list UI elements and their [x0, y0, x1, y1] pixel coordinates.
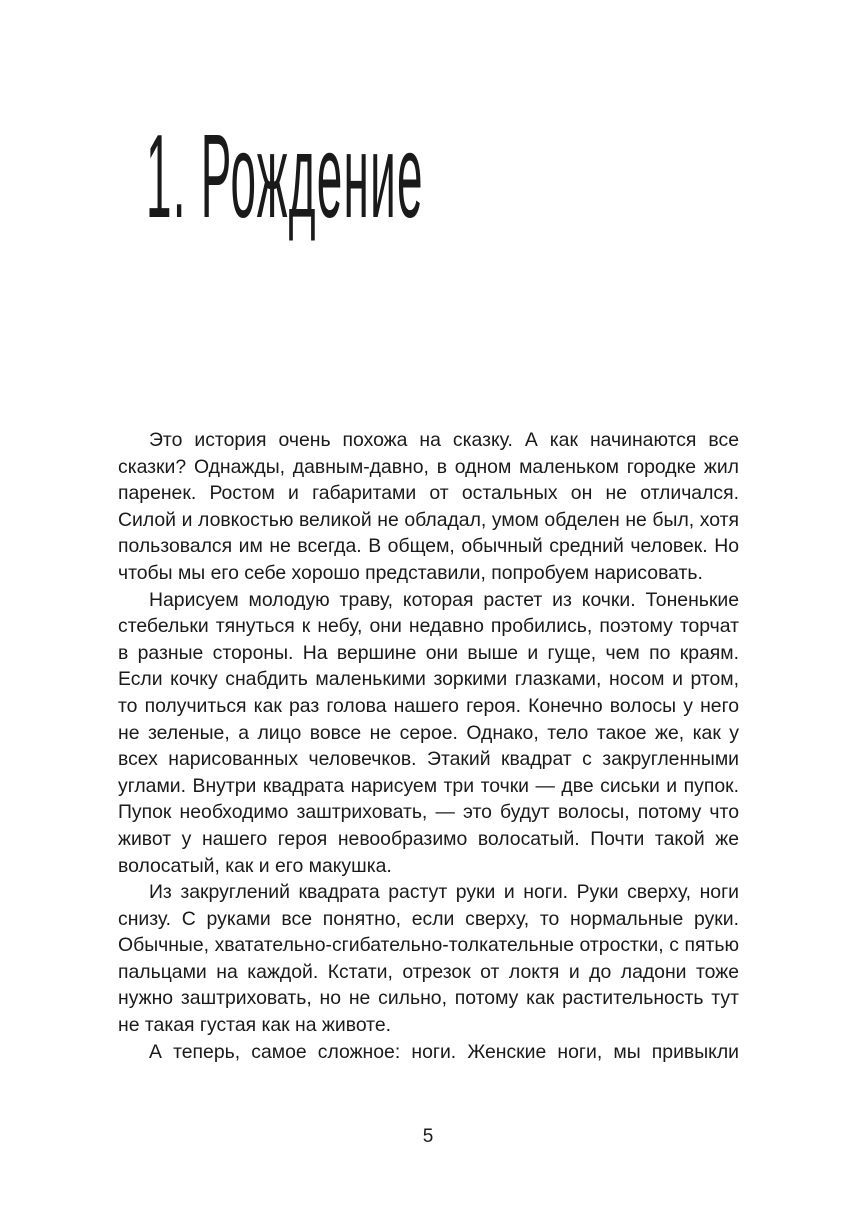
- paragraph-1: Это история очень похожа на сказку. А как начинаются все сказки? Однажды, давным-давно, в одном маленьком городке жил паренек. Ростом и габаритами от остальных он не отличался. Силой и ловкостью великой не обладал, умом обделен не был, хотя пользовался им не всегда. В общем, обычный средний человек. Но чтобы мы его себе хорошо представили, попробуем нарисовать.: [118, 429, 739, 584]
- paragraph-3: Из закруглений квадрата растут руки и ноги. Руки сверху, ноги снизу. С руками все понятно, если сверху, то нормальные руки. Обычные, хватательно-сгибательно-толкательные отростки, с пятью пальцами на каждой. Кстати, отрезок от локтя и до ладони тоже нужно заштриховать, но не сильно, потому как растительность тут не такая густая как на животе.: [118, 881, 739, 1037]
- paragraph-4: А теперь, самое сложное: ноги. Женские ноги, мы привыкли: [149, 1040, 739, 1063]
- body-text: [118, 427, 739, 1065]
- chapter-title: 1. Рождение: [146, 110, 424, 243]
- paragraph-2: Нарисуем молодую траву, которая растет из кочки. Тоненькие стебельки тянуться к небу, они недавно пробились, поэтому торчат в разные стороны. На вершине они выше и гуще, чем по краям. Если кочку снабдить маленькими зоркими глазками, носом и ртом, то получиться как раз голова нашего героя. Конечно волосы у него не зеленые, а лицо вовсе не серое. Однако, тело такое же, как у всех нарисованных человечков. Этакий квадрат с закругленными углами. Внутри квадрата нарисуем три точки — две сиськи и пупок. Пупок необходимо заштриховать, — это будут волосы, потому что живот у нашего героя невообразимо волосатый. Почти такой же волосатый, как и его макушка.: [118, 588, 739, 877]
- page-number: 5: [422, 1126, 434, 1147]
